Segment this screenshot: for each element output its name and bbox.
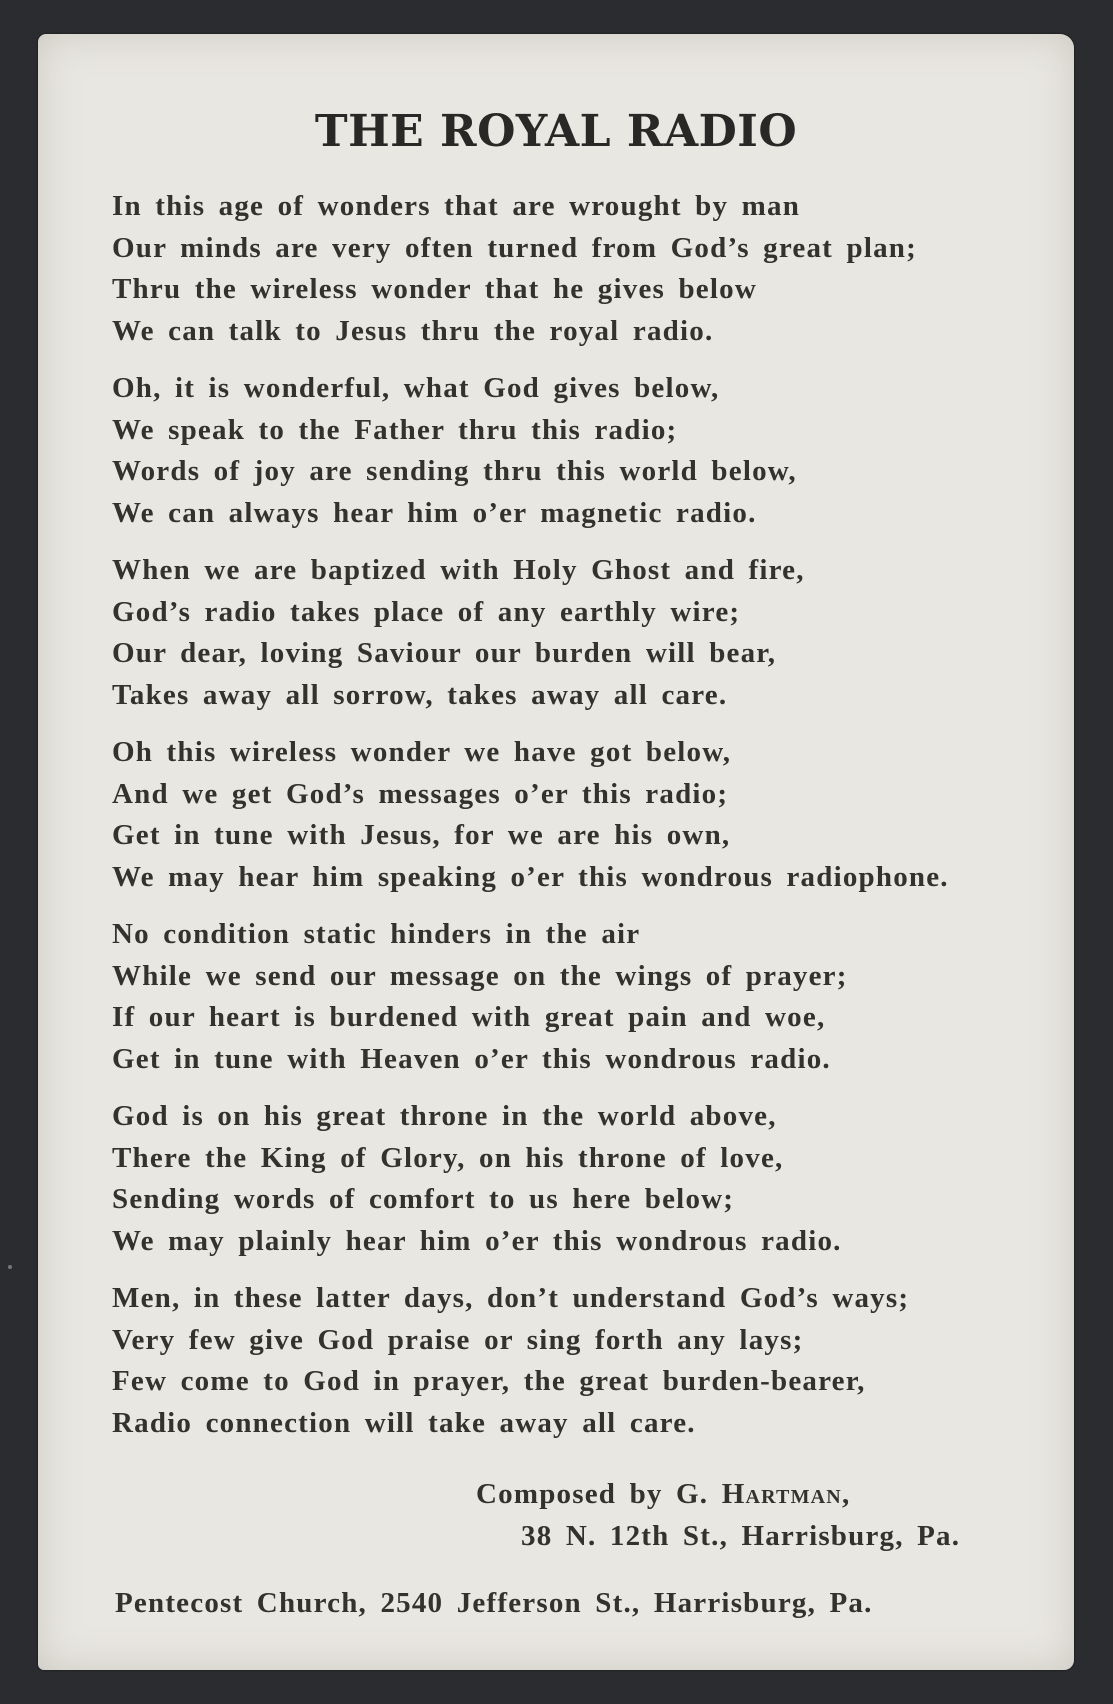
stanza-2 — [112, 368, 1062, 534]
poem-line: We can always hear him o’er magnetic radio. — [112, 496, 757, 529]
poem-line: Our minds are very often turned from God’s great plan; — [112, 231, 917, 264]
stanza-4 — [112, 732, 1062, 898]
printed-card — [38, 34, 1074, 1670]
poem-line: In this age of wonders that are wrought by man — [112, 190, 801, 222]
poem-line: God’s radio takes place of any earthly wire; — [112, 595, 741, 628]
poem-line: There the King of Glory, on his throne of love, — [112, 1141, 784, 1174]
stanza-6 — [112, 1096, 1062, 1262]
poem-line: Thru the wireless wonder that he gives below — [112, 273, 757, 305]
poem-line: Oh this wireless wonder we have got below, — [112, 736, 732, 768]
composer-name: Hartman, — [721, 1478, 851, 1510]
stanza-3 — [112, 550, 1062, 716]
poem-line: When we are baptized with Holy Ghost and fire, — [112, 554, 805, 586]
poem-line: We speak to the Father thru this radio; — [112, 413, 678, 446]
poem-line: Few come to God in prayer, the great burden-bearer, — [112, 1365, 866, 1397]
poem-line: Get in tune with Heaven o’er this wondrous radio. — [112, 1042, 831, 1075]
stanza-7 — [112, 1278, 1062, 1444]
poem-line: No condition static hinders in the air — [112, 918, 641, 950]
poem-line: Radio connection will take away all care. — [112, 1406, 696, 1439]
poem-line: Oh, it is wonderful, what God gives below, — [112, 372, 720, 404]
poem-line: Takes away all sorrow, takes away all care. — [112, 678, 728, 711]
poem-line: Men, in these latter days, don’t understand God’s ways; — [112, 1282, 910, 1314]
composer-credit — [476, 1478, 850, 1511]
stanza-1 — [112, 186, 1062, 352]
poem-line: We may hear him speaking o’er this wondrous radiophone. — [112, 860, 949, 893]
poem-line: If our heart is burdened with great pain and woe, — [112, 1001, 826, 1033]
church-address: Pentecost Church, 2540 Jefferson St., Harrisburg, Pa. — [115, 1587, 873, 1619]
poem-line: While we send our message on the wings of prayer; — [112, 959, 848, 992]
poem-title: THE ROYAL RADIO — [314, 106, 798, 157]
poem-line: Sending words of comfort to us here below; — [112, 1183, 735, 1215]
poem-line: We may plainly hear him o’er this wondrous radio. — [112, 1224, 842, 1257]
poem-line: And we get God’s messages o’er this radio; — [112, 777, 729, 810]
poem-line: Our dear, loving Saviour our burden will bear, — [112, 637, 777, 669]
poem-line: Very few give God praise or sing forth any lays; — [112, 1323, 804, 1356]
dust-speck — [8, 1265, 12, 1269]
poem-body — [112, 186, 1062, 1460]
poem-line: Get in tune with Jesus, for we are his own, — [112, 819, 731, 851]
poem-line: Words of joy are sending thru this world below, — [112, 455, 797, 487]
composer-address: 38 N. 12th St., Harrisburg, Pa. — [521, 1520, 961, 1552]
poem-line: We can talk to Jesus thru the royal radio. — [112, 314, 714, 347]
poem-line: God is on his great throne in the world above, — [112, 1100, 777, 1132]
composed-by-text: Composed by G. — [476, 1478, 709, 1510]
stanza-5 — [112, 914, 1062, 1080]
